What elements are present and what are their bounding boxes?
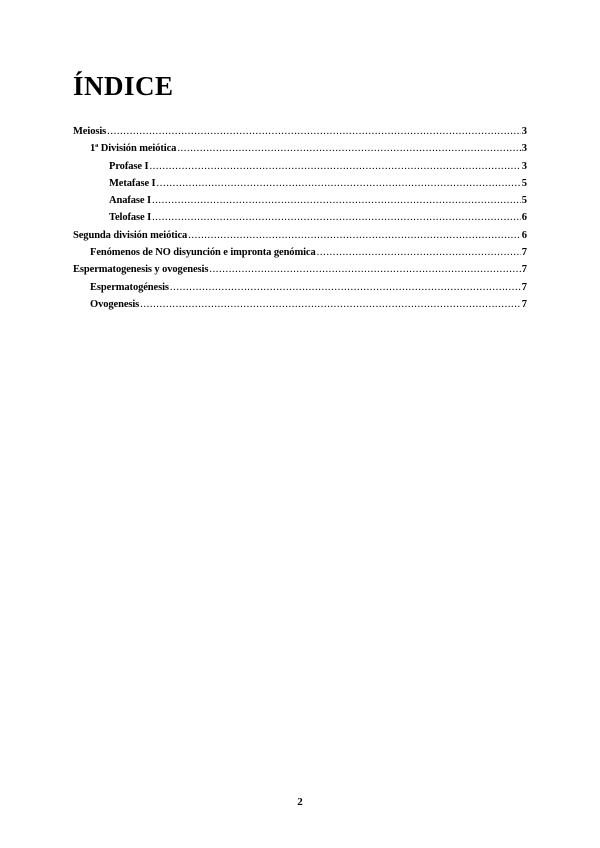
- toc-dot-leader: [188, 227, 521, 244]
- toc-entry-label: Anafase I: [109, 195, 151, 207]
- toc-entry-meiosis[interactable]: [73, 123, 527, 140]
- toc-entry-ovogenesis[interactable]: [73, 296, 527, 313]
- table-of-contents: [73, 123, 527, 313]
- toc-entry-label: Ovogenesis: [90, 298, 140, 310]
- toc-entry-metafase-i[interactable]: [73, 175, 527, 192]
- toc-entry-page: 6: [521, 229, 527, 241]
- toc-dot-leader: [317, 244, 521, 261]
- page-title: ÍNDICE: [73, 71, 174, 101]
- toc-dot-leader: [107, 123, 521, 140]
- toc-entry-espermatogenesis-ovogenesis[interactable]: [73, 261, 527, 278]
- toc-entry-page: 5: [521, 195, 527, 207]
- toc-dot-leader: [177, 140, 520, 157]
- toc-entry-no-disyuncion[interactable]: [73, 244, 527, 261]
- toc-dot-leader: [157, 175, 521, 192]
- toc-entry-segunda-division[interactable]: [73, 227, 527, 244]
- toc-entry-label: Segunda división meiótica: [73, 229, 188, 241]
- toc-dot-leader: [209, 261, 520, 278]
- toc-entry-label: Espermatogénesis: [90, 281, 169, 293]
- toc-dot-leader: [140, 296, 521, 313]
- toc-entry-page: 7: [521, 281, 527, 293]
- toc-entry-anafase-i[interactable]: [73, 192, 527, 209]
- toc-entry-telofase-i[interactable]: [73, 209, 527, 226]
- toc-entry-page: 7: [521, 298, 527, 310]
- toc-entry-profase-i[interactable]: [73, 158, 527, 175]
- toc-entry-label: Metafase I: [109, 177, 156, 189]
- toc-dot-leader: [152, 192, 521, 209]
- toc-entry-label: Meiosis: [73, 126, 107, 137]
- toc-entry-espermatogenesis[interactable]: [73, 279, 527, 296]
- toc-entry-label: 1ª División meiótica: [90, 143, 177, 155]
- toc-entry-label: Espermatogenesis y ovogenesis: [73, 264, 209, 276]
- toc-entry-page: 3: [521, 160, 527, 172]
- toc-entry-page: 3: [521, 126, 527, 137]
- toc-entry-page: 7: [521, 247, 527, 259]
- toc-entry-label: Fenómenos de NO disyunción e impronta genómica: [90, 247, 316, 259]
- toc-entry-primera-division[interactable]: [73, 140, 527, 157]
- toc-entry-label: Profase I: [109, 160, 149, 172]
- toc-entry-page: 7: [521, 264, 527, 276]
- toc-dot-leader: [152, 209, 521, 226]
- toc-entry-label: Telofase I: [109, 212, 152, 224]
- toc-dot-leader: [170, 279, 521, 296]
- toc-dot-leader: [149, 158, 520, 175]
- toc-entry-page: 5: [521, 177, 527, 189]
- toc-entry-page: 3: [521, 143, 527, 155]
- page-number: 2: [297, 796, 303, 808]
- toc-entry-page: 6: [521, 212, 527, 224]
